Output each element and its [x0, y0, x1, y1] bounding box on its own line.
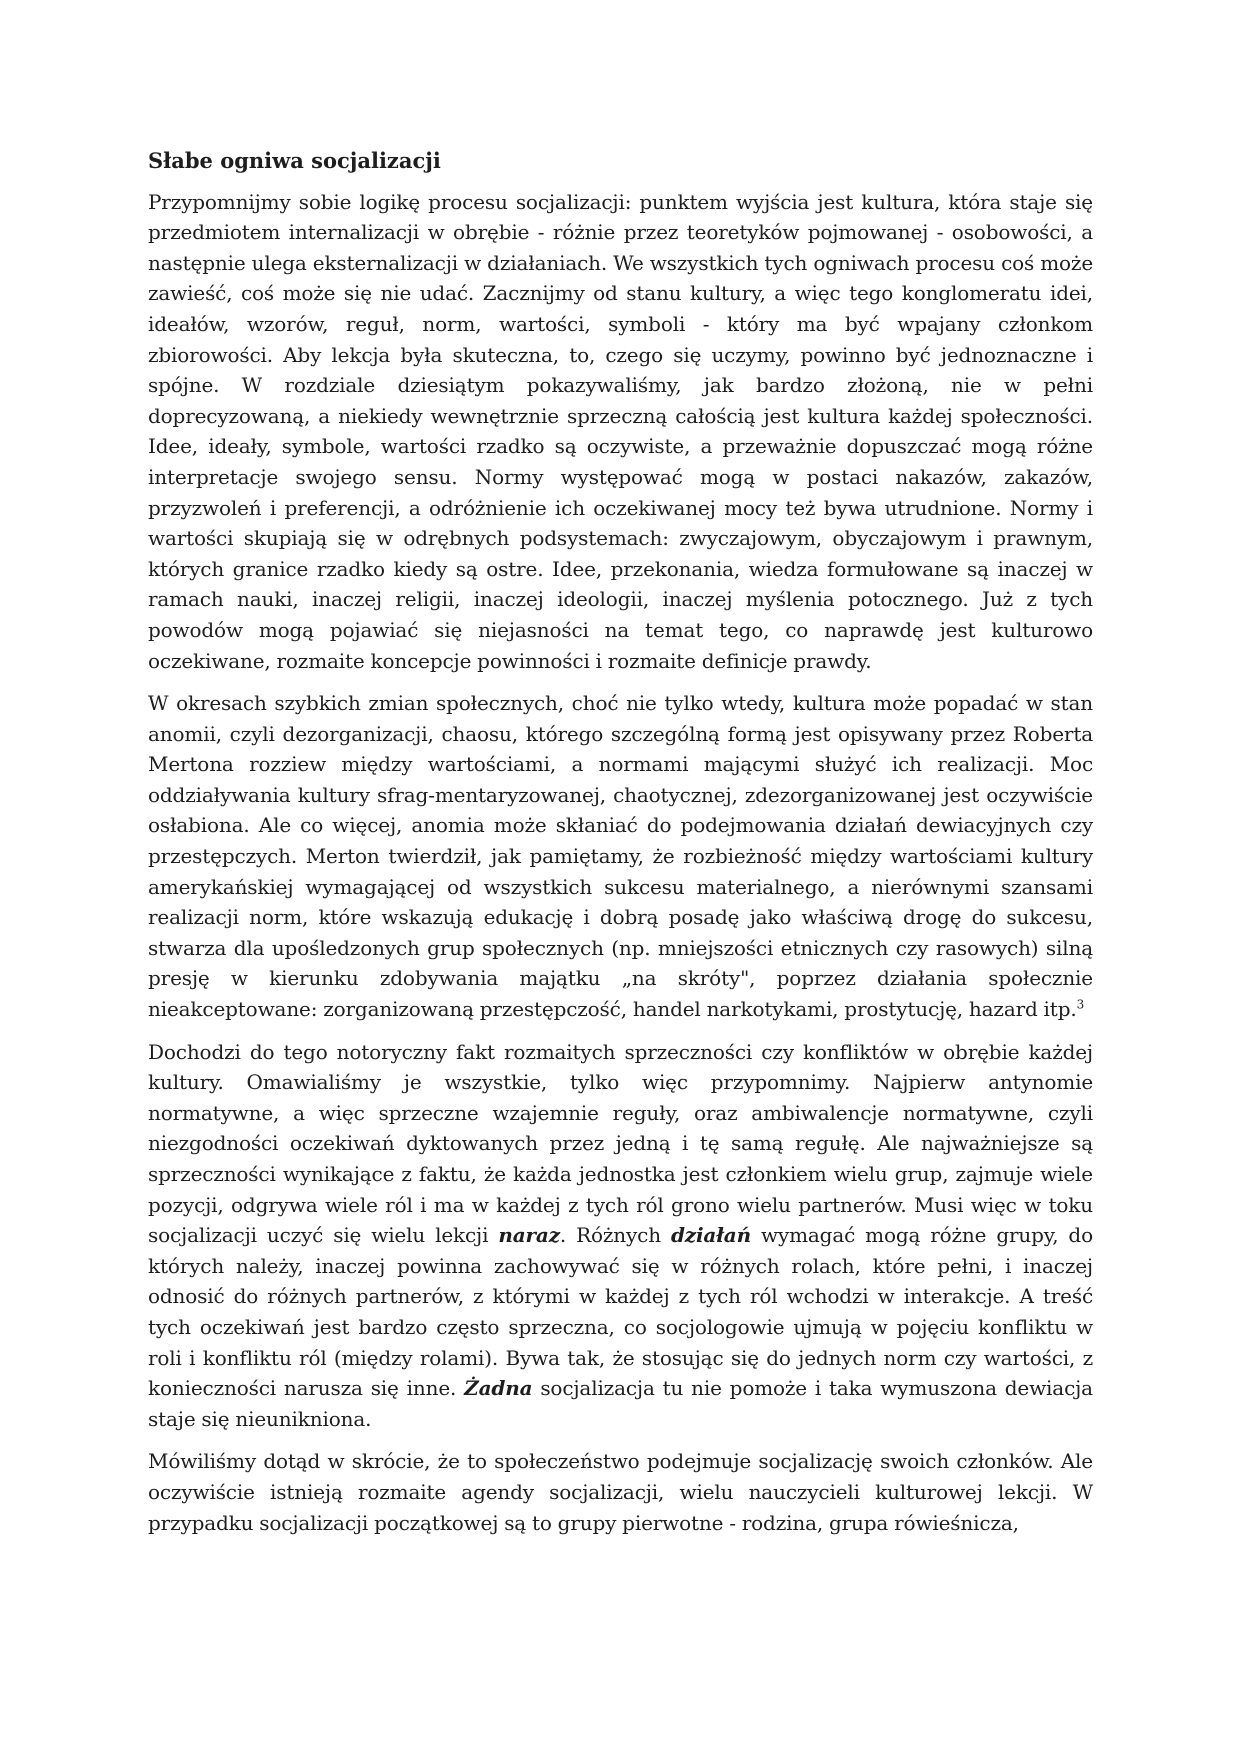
emphasis-naraz: naraz	[498, 1223, 560, 1248]
document-title: Słabe ogniwa socjalizacji	[148, 148, 441, 173]
paragraph-3-part-d: socjalizacja tu nie pomoże i taka wymuszona dewiacja staje się nieunikniona.	[148, 1376, 1093, 1431]
emphasis-zadna: Żadna	[464, 1376, 533, 1401]
emphasis-dzialan: działań	[670, 1223, 751, 1248]
paragraph-1: Przypomnijmy sobie logikę procesu socjalizacji: punktem wyjścia jest kultura, która staje się przedmiotem internalizacji w obrębie - różnie przez teoretyków pojmowanej - osobowości, a następnie ulega eksternalizacji w działaniach. We wszystkich tych ogniwach procesu coś może zawieść, coś może się nie udać. Zacznijmy od stanu kultury, a więc tego konglomeratu idei, ideałów, wzorów, reguł, norm, wartości, symboli - który ma być wpajany członkom zbiorowości. Aby lekcja była skuteczna, to, czego się uczymy, powinno być jednoznaczne i spójne. W rozdziale dziesiątym pokazywaliśmy, jak bardzo złożoną, nie w pełni doprecyzowaną, a niekiedy wewnętrznie sprzeczną całością jest kultura każdej społeczności. Idee, ideały, symbole, wartości rzadko są oczywiste, a przeważnie dopuszczać mogą różne interpretacje swojego sensu. Normy występować mogą w postaci nakazów, zakazów, przyzwoleń i preferencji, a odróżnienie ich oczekiwanej mocy też bywa utrudnione. Normy i wartości skupiają się w odrębnych podsystemach: zwyczajowym, obyczajowym i prawnym, których granice rzadko kiedy są ostre. Idee, przekonania, wiedza formułowane są inaczej w ramach nauki, inaczej religii, inaczej ideologii, inaczej myślenia potocznego. Już z tych powodów mogą pojawiać się niejasności na temat tego, co naprawdę jest kulturowo oczekiwane, rozmaite koncepcje powinności i rozmaite definicje prawdy.	[148, 189, 1093, 673]
document-body	[148, 146, 1093, 1550]
paragraph-2	[148, 688, 1093, 1025]
paragraph-3-part-a: Dochodzi do tego notoryczny fakt rozmaitych sprzeczności czy konfliktów w obrębie każdej kultury. Omawialiśmy je wszystkie, tylko więc przypomnimy. Najpierw antynomie normatywne, a więc sprzeczne wzajemnie reguły, oraz ambiwalencje normatywne, czyli niezgodności oczekiwań dyktowanych przez jedną i tę samą regułę. Ale najważniejsze są sprzeczności wynikające z faktu, że każda jednostka jest członkiem wielu grup, zajmuje wiele pozycji, odgrywa wiele ról i ma w każdej z tych ról grono wielu partnerów. Musi więc w toku socjalizacji uczyć się wielu lekcji	[148, 1039, 1093, 1248]
paragraph-3-part-c: wymagać mogą różne grupy, do których należy, inaczej powinna zachowywać się w różnych rolach, które pełni, i inaczej odnosić do różnych partnerów, z którymi w każdej z tych ról wchodzi w interakcje. A treść tych oczekiwań jest bardzo często sprzeczna, co socjologowie ujmują w pojęciu konfliktu w roli i konfliktu ról (między rolami). Bywa tak, że stosując się do jednych norm czy wartości, z konieczności narusza się inne.	[148, 1223, 1093, 1401]
paragraph-4: Mówiliśmy dotąd w skrócie, że to społeczeństwo podejmuje socjalizację swoich członków. Ale oczywiście istnieją rozmaite agendy socjalizacji, wielu nauczycieli kulturowej lekcji. W przypadku socjalizacji początkowej są to grupy pierwotne - rodzina, grupa rówieśnicza,	[148, 1449, 1093, 1535]
paragraph-3	[148, 1037, 1093, 1435]
paragraph-2-text: W okresach szybkich zmian społecznych, choć nie tylko wtedy, kultura może popadać w stan anomii, czyli dezorganizacji, chaosu, którego szczególną formą jest opisywany przez Roberta Mertona rozziew między wartościami, a normami mającymi służyć ich realizacji. Moc oddziaływania kultury sfrag-mentaryzowanej, chaotycznej, zdezorganizowanej jest oczywiście osłabiona. Ale co więcej, anomia może skłaniać do podejmowania działań dewiacyjnych czy przestępczych. Merton twierdził, jak pamiętamy, że rozbieżność między wartościami kultury amerykańskiej wymagającej od wszystkich sukcesu materialnego, a nierównymi szansami realizacji norm, które wskazują edukację i dobrą posadę jako właściwą drogę do sukcesu, stwarza dla upośledzonych grup społecznych (np. mniejszości etnicznych czy rasowych) silną presję w kierunku zdobywania majątku „na skróty", poprzez działania społecznie nieakceptowane: zorganizowaną przestępczość, handel narkotykami, prostytucję, hazard itp.	[148, 691, 1093, 1022]
paragraph-3-part-b: . Różnych	[559, 1223, 661, 1248]
footnote-marker: 3	[1076, 997, 1085, 1012]
